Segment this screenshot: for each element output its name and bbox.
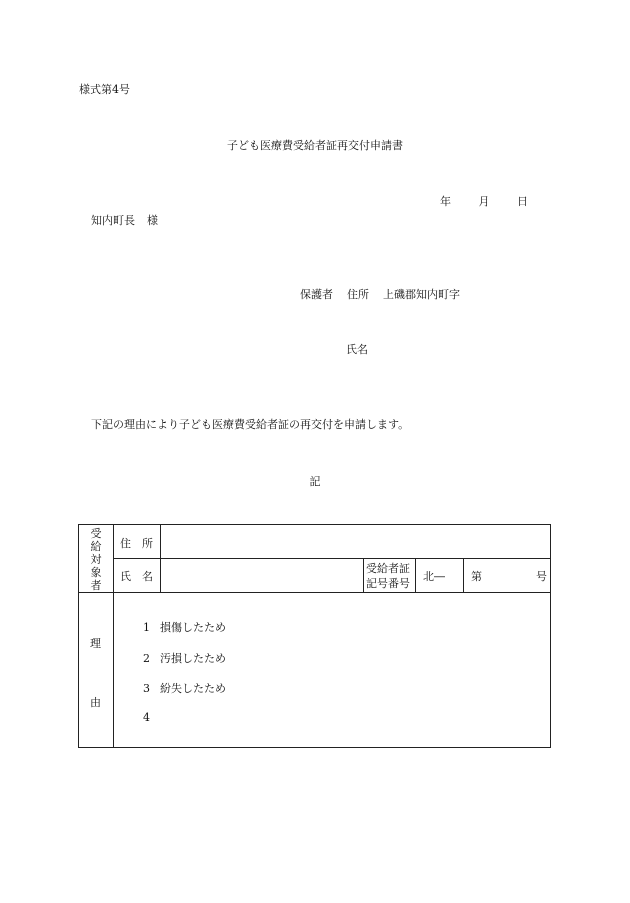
document-title: 子ども医療費受給者証再交付申請書 bbox=[227, 139, 403, 152]
cert-number-label-2: 記号番号 bbox=[366, 577, 410, 590]
form-number: 様式第4号 bbox=[79, 83, 130, 96]
name-row-label: 氏 名 bbox=[120, 570, 153, 583]
reason-header-char-1: 理 bbox=[90, 637, 101, 650]
reason-header-char-2: 由 bbox=[90, 696, 101, 709]
recipient-header bbox=[79, 527, 113, 592]
date-row bbox=[440, 193, 528, 209]
address-row-label: 住 所 bbox=[120, 537, 153, 550]
cert-no-label: 第 bbox=[471, 570, 482, 583]
reason-option-2[interactable] bbox=[143, 650, 226, 666]
applicant-name-row bbox=[346, 341, 368, 357]
date-month-label: 月 bbox=[478, 195, 490, 208]
addressee-name: 知内町長 bbox=[91, 214, 135, 227]
reason-number: 4 bbox=[143, 711, 150, 724]
reason-text: 紛失したため bbox=[160, 682, 226, 695]
name-field[interactable] bbox=[161, 559, 362, 591]
ki-label: 記 bbox=[309, 475, 321, 488]
address-field[interactable] bbox=[161, 526, 549, 557]
recipient-char: 者 bbox=[90, 579, 102, 592]
reason-number: 3 bbox=[143, 682, 150, 695]
table-divider bbox=[79, 592, 550, 593]
reason-number: 2 bbox=[143, 652, 150, 665]
recipient-char: 象 bbox=[90, 566, 102, 579]
reason-text: 汚損したため bbox=[160, 652, 226, 665]
table-divider bbox=[363, 558, 364, 592]
guardian-label: 保護者 bbox=[300, 288, 333, 301]
addressee-honorific: 様 bbox=[147, 214, 158, 227]
cert-number-label-1: 受給者証 bbox=[366, 562, 410, 575]
reason-option-4[interactable] bbox=[143, 711, 160, 724]
cert-prefix: 北― bbox=[423, 570, 445, 583]
cert-go-label: 号 bbox=[536, 570, 547, 583]
table-divider bbox=[415, 558, 416, 592]
applicant-name-label: 氏名 bbox=[346, 343, 368, 356]
table-divider bbox=[463, 558, 464, 592]
reason-number: 1 bbox=[143, 621, 150, 634]
recipient-char: 対 bbox=[90, 553, 102, 566]
address-label: 住所 bbox=[347, 288, 369, 301]
recipient-char: 受 bbox=[90, 527, 102, 540]
date-day-label: 日 bbox=[517, 195, 528, 208]
recipient-char: 給 bbox=[90, 540, 102, 553]
date-year-label: 年 bbox=[440, 195, 451, 208]
address-value: 上磯郡知内町字 bbox=[383, 288, 460, 301]
application-table bbox=[78, 524, 551, 748]
reason-text: 損傷したため bbox=[160, 621, 226, 634]
guardian-address-row bbox=[300, 286, 460, 302]
request-sentence: 下記の理由により子ども医療費受給者証の再交付を申請します。 bbox=[91, 418, 410, 431]
reason-option-3[interactable] bbox=[143, 680, 226, 696]
reason-option-1[interactable] bbox=[143, 619, 226, 635]
addressee bbox=[91, 212, 158, 228]
